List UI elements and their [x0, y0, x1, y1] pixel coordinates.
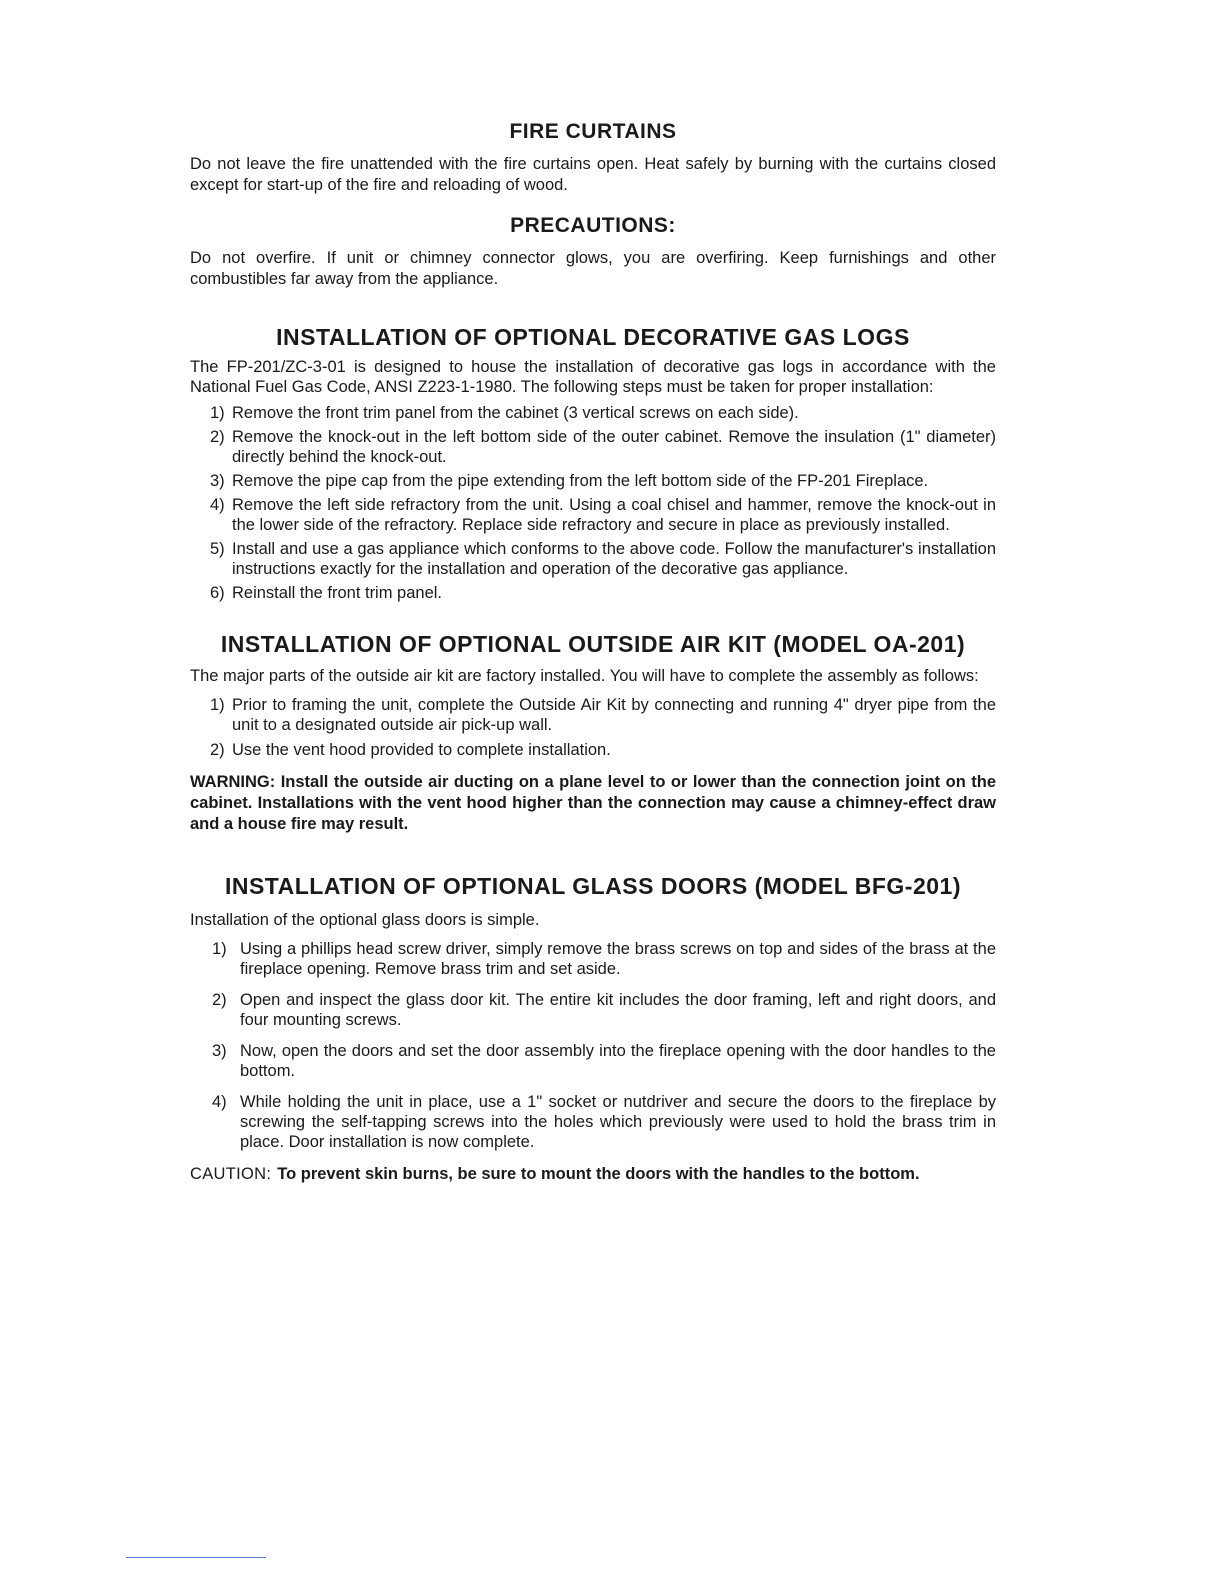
step-number: 2)	[210, 741, 225, 759]
step-number: 4)	[210, 496, 225, 514]
gas-logs-steps	[190, 403, 996, 603]
step-number: 2)	[210, 428, 225, 446]
gas-logs-intro: The FP-201/ZC-3-01 is designed to house the installation of decorative gas logs in accordance with the National Fuel Gas Code, ANSI Z223-1-1980. The following steps must be taken for proper installation:	[190, 358, 996, 396]
step-number: 3)	[210, 472, 225, 490]
step-number: 1)	[210, 404, 225, 422]
step-text: Reinstall the front trim panel.	[232, 584, 443, 602]
step-number: 4)	[212, 1093, 227, 1111]
glass-doors-intro: Installation of the optional glass doors is simple.	[190, 911, 540, 929]
step-number: 6)	[210, 584, 225, 602]
footer-rule	[126, 1557, 266, 1558]
step-text: Install and use a gas appliance which conforms to the above code. Follow the manufacturer's installation instructions exactly for the installation and operation of the decorative gas appliance.	[232, 540, 996, 578]
glass-doors-caution	[190, 1164, 996, 1185]
gas-logs-heading: INSTALLATION OF OPTIONAL DECORATIVE GAS LOGS	[276, 324, 910, 350]
list-item	[190, 1092, 996, 1152]
step-text: Remove the front trim panel from the cabinet (3 vertical screws on each side).	[232, 404, 799, 422]
step-number: 2)	[212, 991, 227, 1009]
precautions-text: Do not overfire. If unit or chimney connector glows, you are overfiring. Keep furnishings and other combustibles far away from the appliance.	[190, 249, 996, 288]
air-kit-steps	[190, 695, 996, 760]
step-text: While holding the unit in place, use a 1" socket or nutdriver and secure the doors to the fireplace by screwing the self-tapping screws into the holes which previously were used to hold the brass trim in place. Door installation is now complete.	[240, 1093, 996, 1151]
precautions-heading: PRECAUTIONS:	[510, 214, 676, 237]
caution-text: To prevent skin burns, be sure to mount the doors with the handles to the bottom.	[277, 1165, 920, 1183]
list-item	[190, 583, 996, 603]
list-item	[190, 939, 996, 979]
step-text: Open and inspect the glass door kit. The entire kit includes the door framing, left and right doors, and four mounting screws.	[240, 991, 996, 1029]
document-page	[190, 120, 996, 1185]
step-text: Using a phillips head screw driver, simply remove the brass screws on top and sides of the brass at the fireplace opening. Remove brass trim and set aside.	[240, 940, 996, 978]
air-kit-intro: The major parts of the outside air kit are factory installed. You will have to complete the assembly as follows:	[190, 667, 979, 685]
step-text: Remove the left side refractory from the unit. Using a coal chisel and hammer, remove the knock-out in the lower side of the refractory. Replace side refractory and secure in place as previously installed.	[232, 496, 996, 534]
step-text: Remove the pipe cap from the pipe extending from the left bottom side of the FP-201 Fireplace.	[232, 472, 929, 490]
list-item	[190, 427, 996, 467]
list-item	[190, 471, 996, 491]
list-item	[190, 539, 996, 579]
list-item	[190, 695, 996, 735]
caution-label: CAUTION:	[190, 1165, 272, 1183]
list-item	[190, 495, 996, 535]
step-number: 1)	[212, 940, 227, 958]
fire-curtains-heading: FIRE CURTAINS	[509, 120, 677, 143]
step-text: Now, open the doors and set the door assembly into the fireplace opening with the door handles to the bottom.	[240, 1042, 996, 1080]
list-item	[190, 990, 996, 1030]
air-kit-heading: INSTALLATION OF OPTIONAL OUTSIDE AIR KIT (MODEL OA-201)	[220, 631, 966, 657]
step-number: 3)	[212, 1042, 227, 1060]
step-text: Use the vent hood provided to complete installation.	[232, 741, 611, 759]
step-number: 1)	[210, 696, 225, 714]
air-kit-warning: WARNING: Install the outside air ducting on a plane level to or lower than the connection joint on the cabinet. Installations with the vent hood higher than the connection may cause a chimney-effect draw and a house fire may result.	[190, 773, 996, 833]
glass-doors-steps	[190, 939, 996, 1152]
list-item	[190, 1041, 996, 1081]
step-text: Prior to framing the unit, complete the Outside Air Kit by connecting and running 4" dryer pipe from the unit to a designated outside air pick-up wall.	[232, 696, 996, 734]
step-number: 5)	[210, 540, 225, 558]
glass-doors-heading: INSTALLATION OF OPTIONAL GLASS DOORS (MODEL BFG-201)	[224, 873, 962, 899]
fire-curtains-text: Do not leave the fire unattended with the fire curtains open. Heat safely by burning with the curtains closed except for start-up of the fire and reloading of wood.	[190, 155, 996, 194]
list-item	[190, 403, 996, 423]
list-item	[190, 740, 996, 760]
step-text: Remove the knock-out in the left bottom side of the outer cabinet. Remove the insulation (1" diameter) directly behind the knock-out.	[232, 428, 996, 466]
